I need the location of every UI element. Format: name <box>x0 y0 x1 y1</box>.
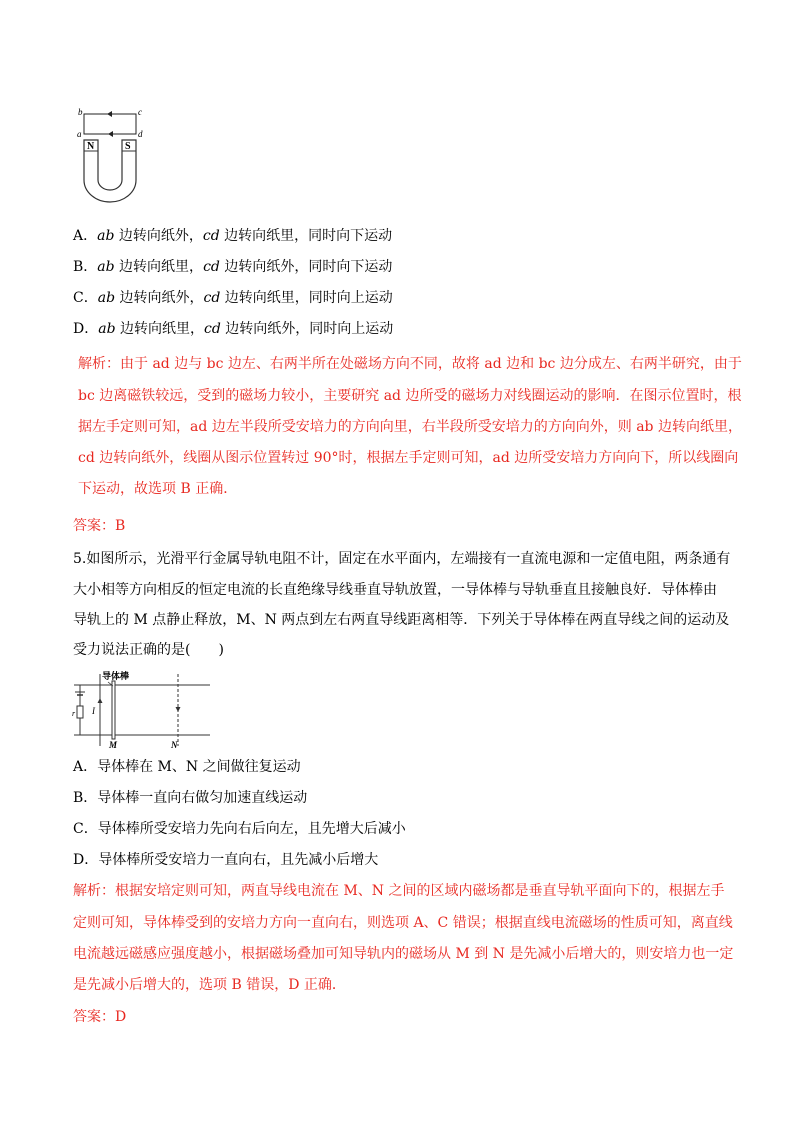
q5-analysis-line: 定则可知，导体棒受到的安培力方向一直向右，则选项 A、C 错误；根据直线电流磁场的性质可知，离直线 <box>73 915 733 931</box>
label-n-pole: N <box>87 141 95 152</box>
q4-option-a: A．ab 边转向纸外，cd 边转向纸里，同时向下运动 <box>73 228 393 244</box>
label-current: I <box>92 706 95 716</box>
q5-option-b: B．导体棒一直向右做匀加速直线运动 <box>73 790 308 806</box>
label-c: c <box>138 107 142 117</box>
q5-option-a: A．导体棒在 M、N 之间做往复运动 <box>73 759 301 775</box>
q5-stem-line: 大小相等方向相反的恒定电流的长直绝缘导线垂直导轨放置，一导体棒与导轨垂直且接触良好．导体棒由 <box>73 582 717 598</box>
label-d: d <box>138 129 143 139</box>
label-a: a <box>77 129 82 139</box>
label-b: b <box>78 107 83 117</box>
q5-stem-line: 受力说法正确的是( ) <box>73 642 224 658</box>
q4-option-c: C．ab 边转向纸外，cd 边转向纸里，同时向上运动 <box>73 290 393 306</box>
q4-option-b: B．ab 边转向纸里，cd 边转向纸外，同时向下运动 <box>73 259 393 275</box>
q5-stem-line: 导轨上的 M 点静止释放，M、N 两点到左右两直导线距离相等．下列关于导体棒在两直导线之间的运动及 <box>73 612 730 628</box>
q5-stem-line: 5.如图所示，光滑平行金属导轨电阻不计，固定在水平面内，左端接有一直流电源和一定值电阻，两条通有 <box>73 551 731 567</box>
q5-option-c: C．导体棒所受安培力先向右后向左，且先增大后减小 <box>73 821 406 837</box>
q4-analysis-line: cd 边转向纸外，线圈从图示位置转过 90°时，根据左手定则可知，ad 边所受安培力方向向下，所以线圈向 <box>78 450 739 466</box>
label-m: M <box>109 740 118 750</box>
label-s-pole: S <box>125 141 131 152</box>
q4-analysis-line: 据左手定则可知，ad 边左半段所受安培力的方向向里，右半段所受安培力的方向向外，则 ab 边转向纸里， <box>78 419 742 435</box>
q4-analysis-line: bc 边离磁铁较远，受到的磁场力较小，主要研究 ad 边所受的磁场力对线圈运动的影响．在图示位置时，根 <box>78 388 742 404</box>
q5-analysis-line: 解析：根据安培定则可知，两直导线电流在 M、N 之间的区域内磁场都是垂直导轨平面向下的，根据左手 <box>73 883 725 899</box>
label-rod: 导体棒 <box>102 671 130 681</box>
q4-option-d: D．ab 边转向纸里，cd 边转向纸外，同时向上运动 <box>73 321 394 337</box>
q5-analysis-line: 是先减小后增大的，选项 B 错误，D 正确． <box>73 977 346 993</box>
label-n: N <box>171 740 178 750</box>
figure-rails <box>72 668 212 750</box>
q4-answer: 答案：B <box>73 518 126 534</box>
label-r: r <box>72 709 76 718</box>
q5-option-d: D．导体棒所受安培力一直向右，且先减小后增大 <box>73 852 379 868</box>
q4-analysis-line: 下运动，故选项 B 正确． <box>78 481 238 497</box>
q5-answer: 答案：D <box>73 1009 127 1025</box>
figure-coil-magnet <box>72 104 162 204</box>
q4-analysis-line: 解析：由于 ad 边与 bc 边左、右两半所在处磁场方向不同，故将 ad 边和 bc 边分成左、右两半研究，由于 <box>78 356 742 372</box>
q5-analysis-line: 电流越远磁感应强度越小，根据磁场叠加可知导轨内的磁场从 M 到 N 是先减小后增大的，则安培力也一定 <box>73 946 734 962</box>
